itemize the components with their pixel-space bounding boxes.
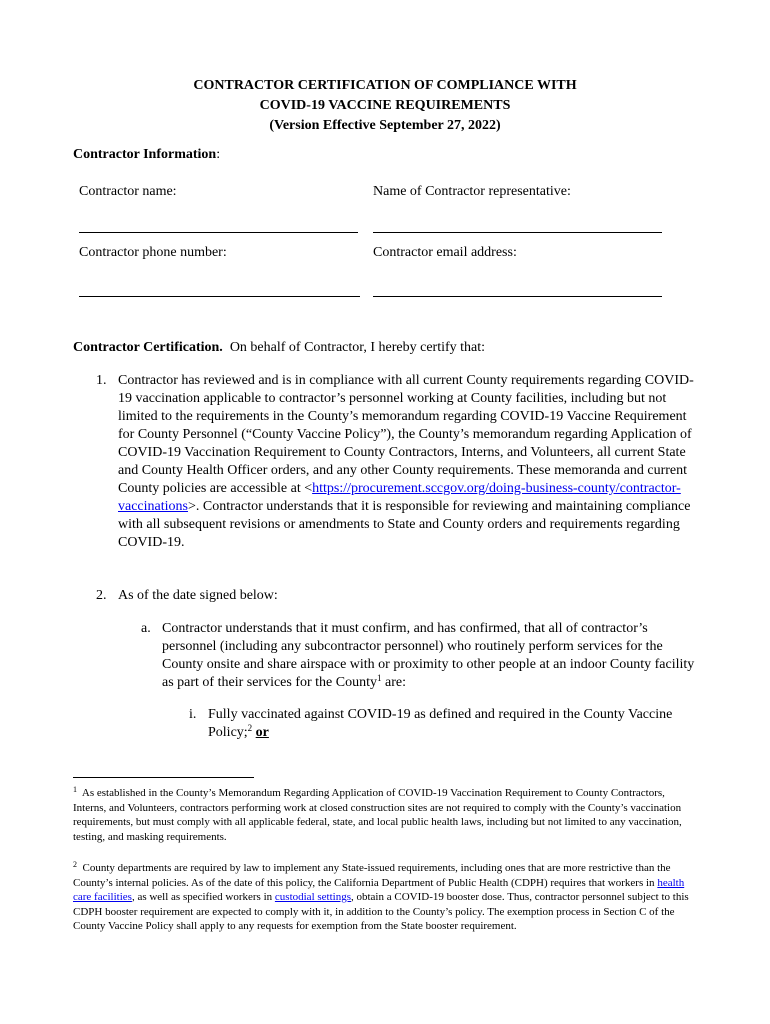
item-2ai-text [208, 706, 700, 742]
item-2ai-numeral: i. [189, 707, 197, 722]
item-2a-text-main: Contractor understands that it must confirm, and has confirmed, that all of contractor’s personnel (including any subcontractor personnel) who routinely perform services for the County onsite and share airspace with or proximity to other people at an indoor County facility as part of their services for the County [162, 621, 695, 690]
contractor-rep-field[interactable] [373, 232, 662, 233]
footnote-1 [73, 786, 699, 844]
title-line-2: COVID-19 VACCINE REQUIREMENTS [259, 98, 511, 113]
contractor-info-heading-text: Contractor Information [73, 147, 217, 162]
item-2-number: 2. [96, 588, 107, 603]
contractor-info-colon: : [216, 147, 221, 162]
contractor-email-field[interactable] [373, 296, 662, 297]
footnote-1-text: As established in the County’s Memorandum Regarding Application of COVID-19 Vaccination Requirement to County Contractors, Interns, and Volunteers, contractors performing work at closed construction sites are not required to comply with the County’s vaccination requirements, but must comply with all applicable federal, state, and local public health laws, including but not limited to any vaccination, testing, and masking requirements. [73, 787, 682, 843]
title-line-1: CONTRACTOR CERTIFICATION OF COMPLIANCE WITH [193, 78, 577, 93]
footnote-1-number: 1 [73, 785, 77, 794]
procurement-link[interactable]: https://procurement.sccgov.org/doing-business-county/contractor-vaccinations [118, 481, 681, 514]
footnote-ref-1[interactable]: 1 [377, 673, 382, 683]
footnote-separator [73, 777, 254, 778]
or-word: or [255, 725, 269, 740]
certification-intro: On behalf of Contractor, I hereby certify that: [229, 340, 486, 355]
contractor-name-field[interactable] [79, 232, 358, 233]
item-2a-text [162, 620, 700, 692]
contractor-info-heading [73, 146, 220, 164]
footnote-2-text-c: , obtain a COVID-19 booster dose. Thus, contractor personnel subject to this CDPH booster requirement are expected to comply with it, in addition to the County’s policy. The exemption process in Section C of the County Vaccine Policy shall apply to any requests for exemption from the State booster requirement. [73, 891, 689, 932]
item-2ai-text-main: Fully vaccinated against COVID-19 as defined and required in the County Vaccine Policy; [208, 707, 673, 740]
contractor-name-label: Contractor name: [79, 184, 177, 199]
contractor-rep-label: Name of Contractor representative: [373, 184, 571, 199]
item-1-text [118, 372, 700, 552]
footnote-2-number: 2 [73, 860, 77, 869]
certification-heading [73, 339, 485, 357]
document-title [0, 76, 770, 136]
footnote-2-text-a: County departments are required by law to implement any State-issued requirements, including ones that are more restrictive than the County’s internal policies. As of the date of this policy, the California Department of Public Health (CDPH) requires that workers in [73, 862, 671, 889]
certification-heading-text: Contractor Certification. [73, 340, 223, 355]
item-2a-text-end: are: [381, 675, 406, 690]
footnote-2 [73, 861, 699, 934]
footnote-ref-2[interactable]: 2 [247, 723, 253, 733]
health-care-facilities-link[interactable]: health care facilities [73, 876, 685, 903]
item-1-number: 1. [96, 373, 107, 388]
title-line-3: (Version Effective September 27, 2022) [269, 118, 501, 133]
item-1-text-b: >. Contractor understands that it is responsible for reviewing and maintaining compliance with all subsequent revisions or amendments to State and County orders and requirements regarding COVID-19. [118, 499, 691, 550]
footnote-2-text-b: , as well as specified workers in [131, 891, 275, 903]
item-2a-letter: a. [141, 621, 151, 636]
contractor-phone-field[interactable] [79, 296, 360, 297]
item-2-text: As of the date signed below: [118, 588, 278, 603]
custodial-settings-link[interactable]: custodial settings [274, 891, 351, 903]
contractor-email-label: Contractor email address: [373, 245, 517, 260]
contractor-phone-label: Contractor phone number: [79, 245, 227, 260]
item-1-text-a: Contractor has reviewed and is in compliance with all current County requirements regarding COVID-19 vaccination applicable to contractor’s personnel working at County facilities, including but not limited to the requirements in the County’s memorandum regarding COVID-19 Vaccine Requirement for County Personnel (“County Vaccine Policy”), the County’s memorandum regarding Application of COVID-19 Vaccination Requirement to County Contractors, Interns, and Volunteers, all current State and County Health Officer orders, and any other County requirements. These memoranda and current County policies are accessible at < [118, 373, 694, 496]
